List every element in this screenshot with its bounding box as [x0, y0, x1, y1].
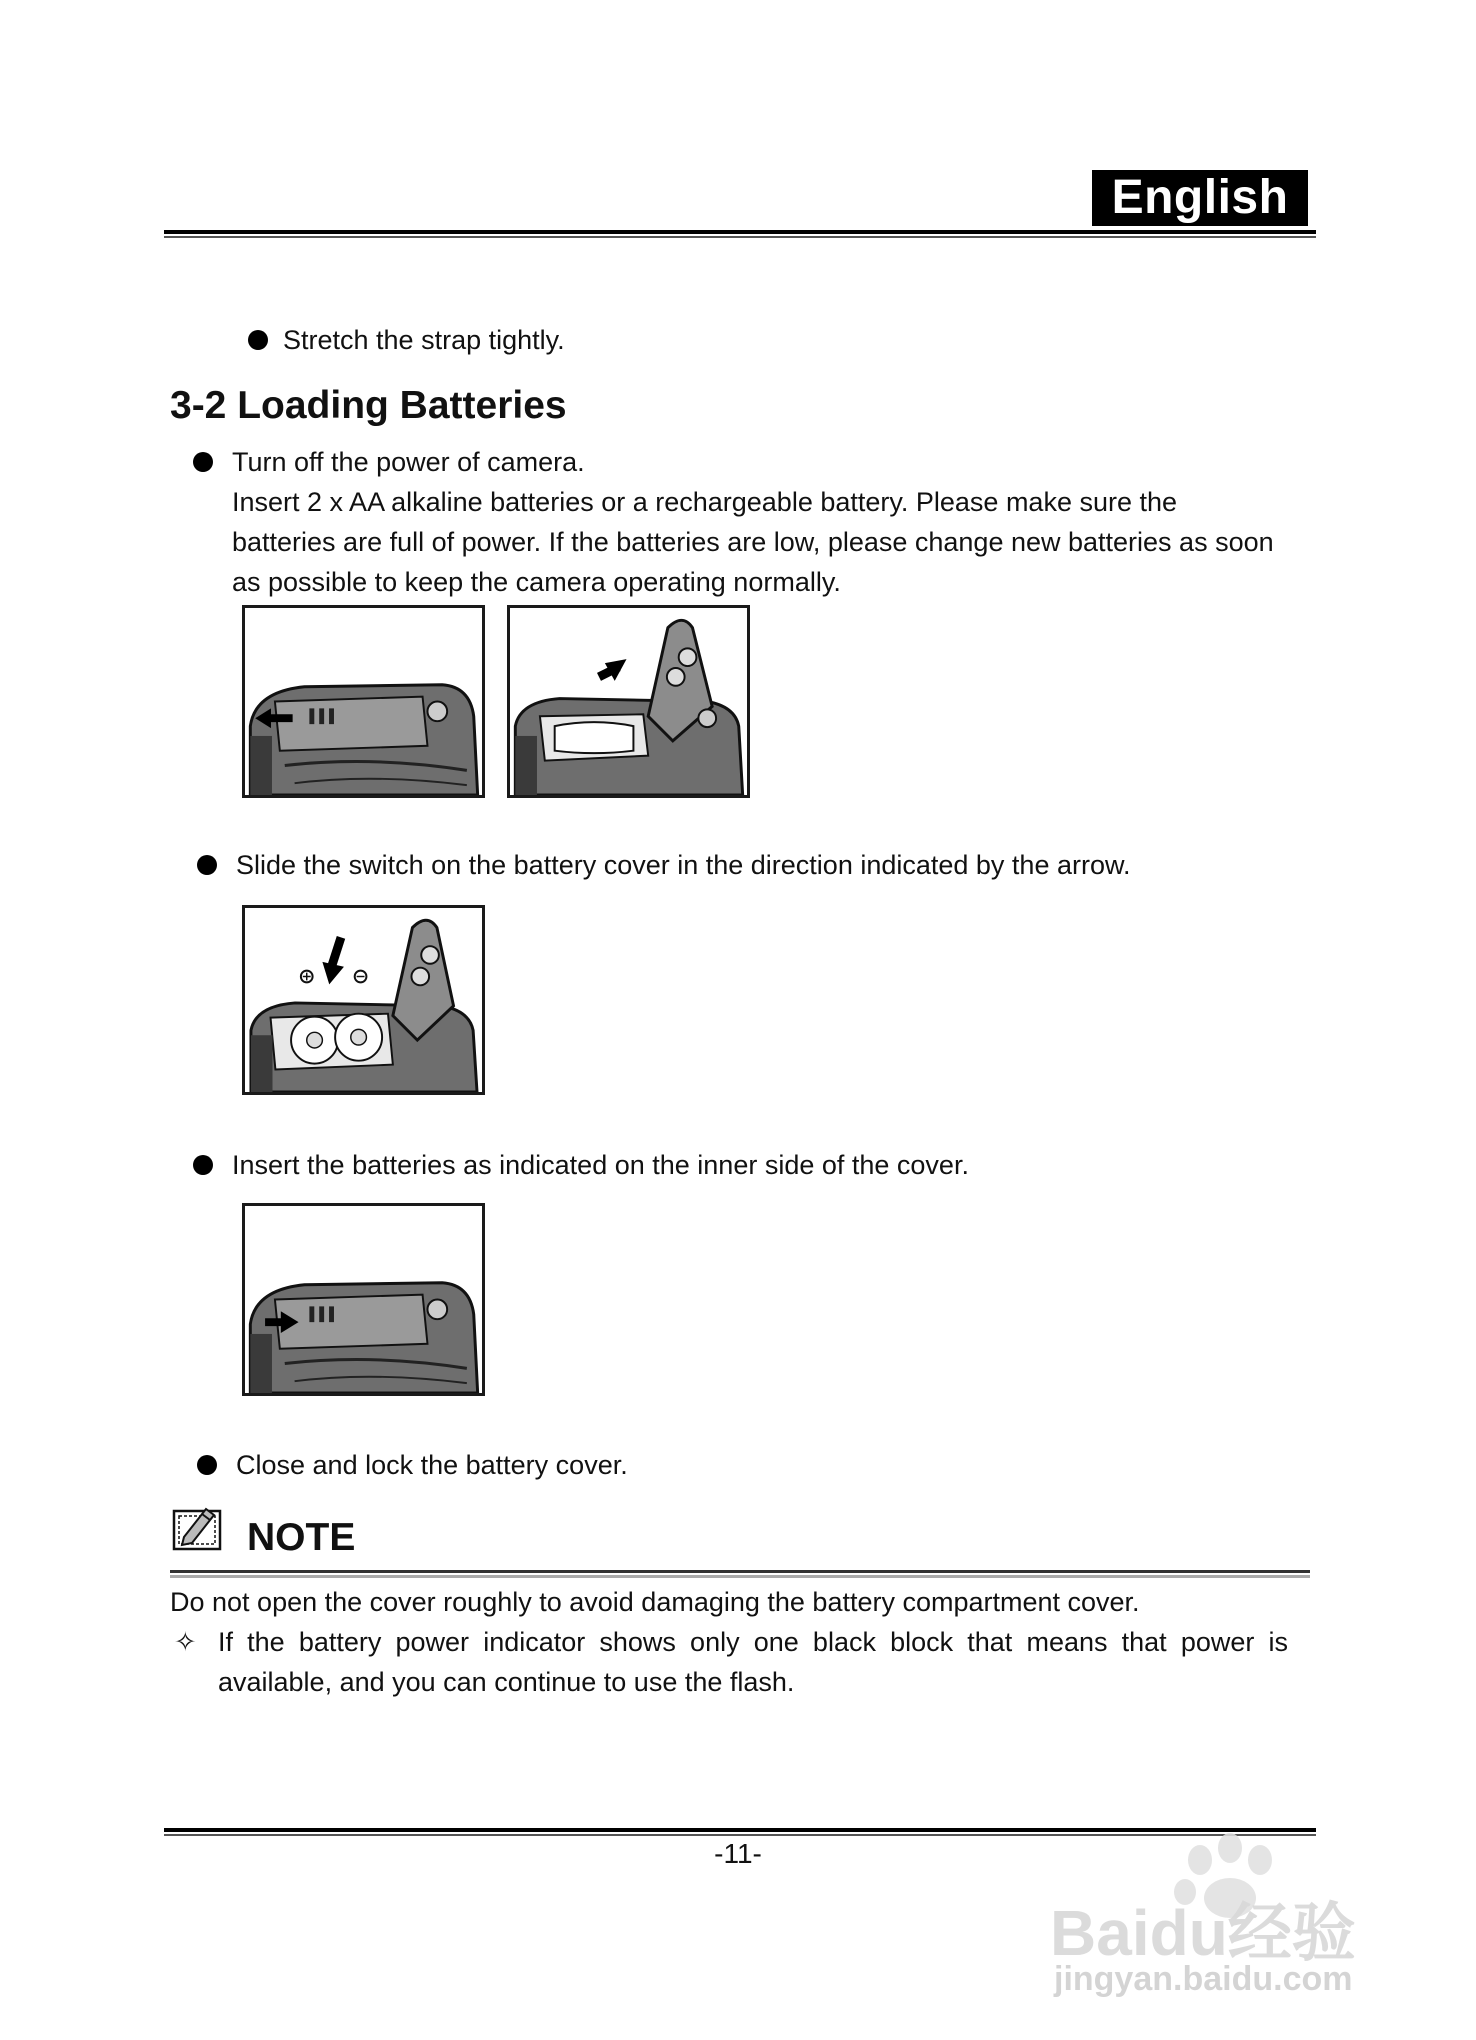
batteries-insert-illustration — [245, 908, 482, 1092]
camera-closed-illustration — [245, 608, 482, 795]
header-rule-secondary — [164, 236, 1316, 238]
note-label: NOTE — [247, 1516, 356, 1559]
note-symbol: ✧ — [174, 1627, 197, 1657]
watermark-url: jingyan.baidu.com — [1054, 1960, 1353, 1998]
bullet-icon — [248, 330, 268, 350]
battery-cover-opening-figure — [507, 605, 750, 798]
note-line-1: Do not open the cover roughly to avoid damaging the battery compartment cover. — [170, 1587, 1140, 1617]
note-rule-secondary — [170, 1575, 1310, 1578]
note-pencil-icon — [170, 1503, 226, 1553]
header-rule — [164, 230, 1316, 234]
watermark-brand: Baidu经验 — [1050, 1897, 1356, 1969]
intro-line-4: as possible to keep the camera operating normally. — [232, 567, 841, 597]
page-number: -11- — [714, 1838, 762, 1869]
language-badge: English — [1092, 170, 1308, 226]
bullet-icon — [193, 452, 213, 472]
insert-instruction: Insert the batteries as indicated on the inner side of the cover. — [232, 1150, 969, 1180]
bullet-icon — [197, 1455, 217, 1475]
insert-batteries-figure — [242, 905, 485, 1095]
bullet-icon — [197, 855, 217, 875]
baidu-watermark — [1040, 1820, 1420, 2020]
note-line-2b: available, and you can continue to use the flash. — [218, 1667, 795, 1697]
note-rule — [170, 1570, 1310, 1573]
battery-cover-closed-figure — [242, 605, 485, 798]
camera-cover-open-illustration — [510, 608, 747, 795]
slide-instruction: Slide the switch on the battery cover in the direction indicated by the arrow. — [236, 850, 1131, 880]
battery-cover-locked-figure — [242, 1203, 485, 1396]
strap-instruction: Stretch the strap tightly. — [283, 325, 565, 355]
intro-line-3: batteries are full of power. If the batteries are low, please change new batteries as soon — [232, 527, 1274, 557]
intro-line-1: Turn off the power of camera. — [232, 447, 585, 477]
camera-locked-illustration — [245, 1206, 482, 1393]
bullet-icon — [193, 1155, 213, 1175]
intro-line-2: Insert 2 x AA alkaline batteries or a rechargeable battery. Please make sure the — [232, 487, 1178, 517]
close-instruction: Close and lock the battery cover. — [236, 1450, 628, 1480]
section-title: 3-2 Loading Batteries — [170, 384, 567, 427]
note-line-2a: If the battery power indicator shows only one black block that means that power is — [218, 1627, 1288, 1657]
